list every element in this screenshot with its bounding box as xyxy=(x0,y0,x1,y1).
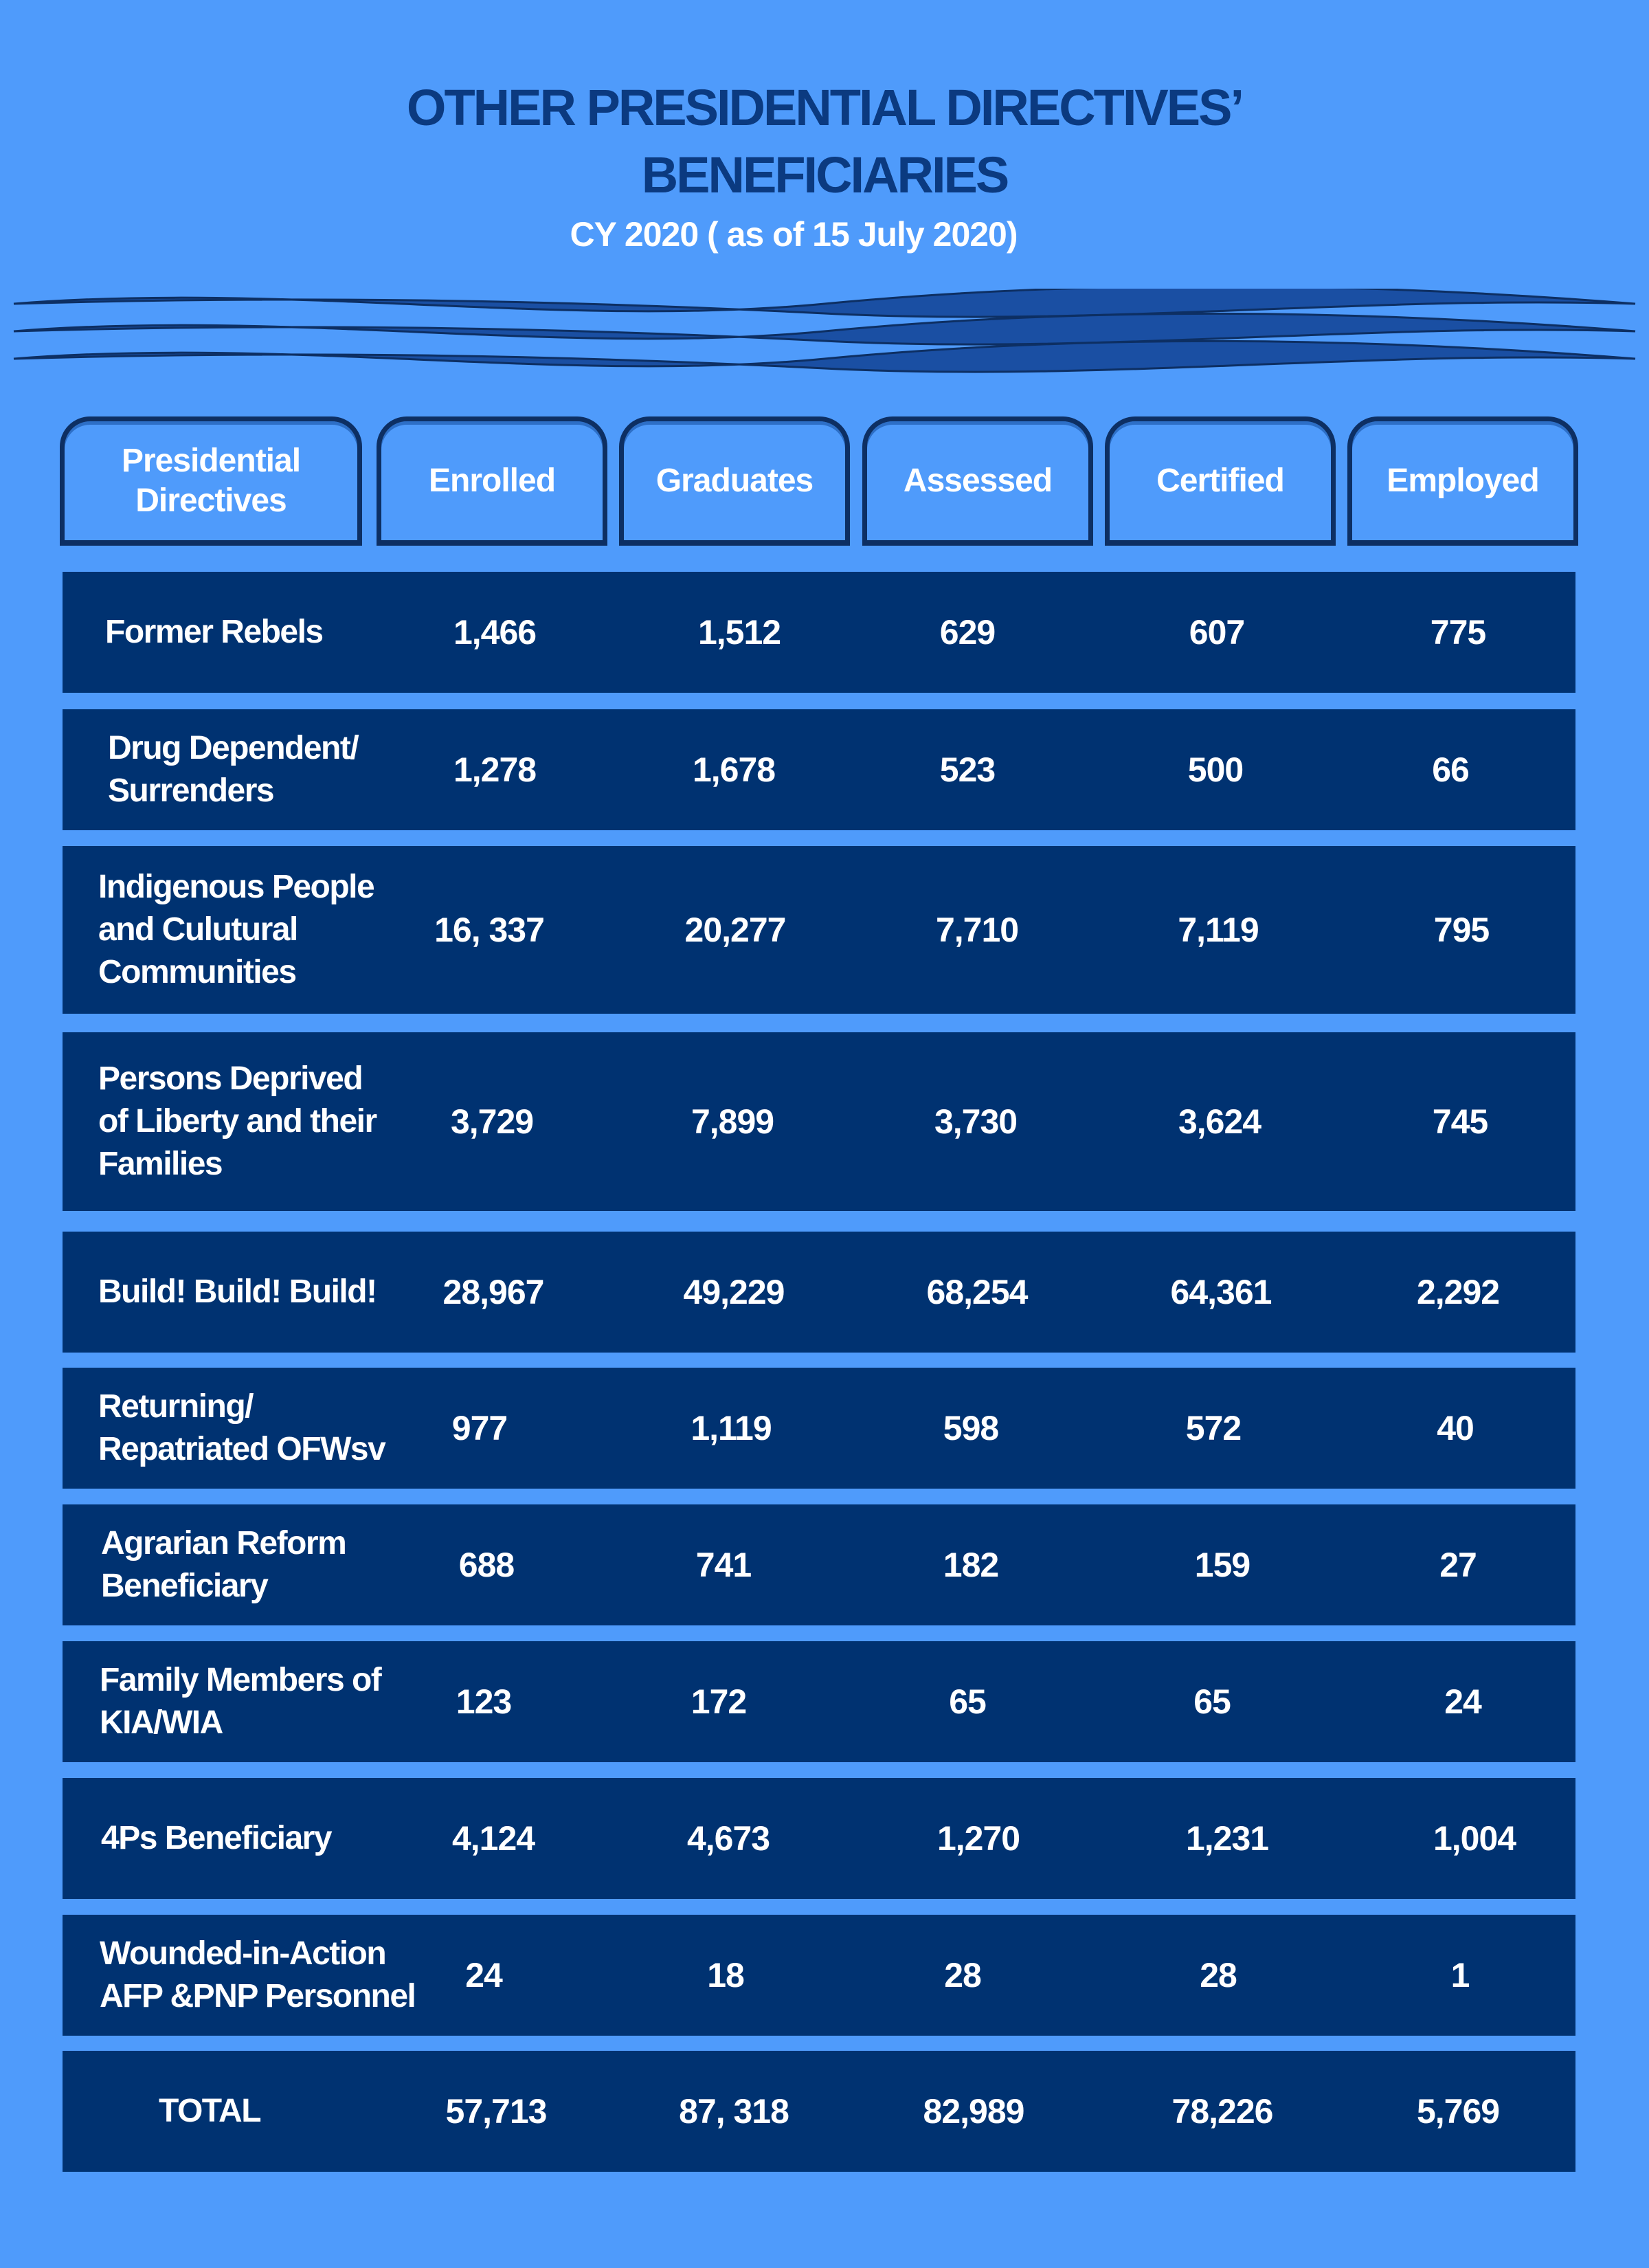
cell-graduates: 1,119 xyxy=(691,1409,772,1447)
total-graduates: 87, 318 xyxy=(679,2092,789,2131)
table-row xyxy=(63,1641,1575,1762)
cell-employed: 2,292 xyxy=(1416,1273,1500,1311)
table-row xyxy=(63,1232,1575,1353)
header-enrolled: Enrolled xyxy=(377,416,607,546)
cell-enrolled: 977 xyxy=(451,1409,508,1447)
title-line-1: OTHER PRESIDENTIAL DIRECTIVES’ xyxy=(406,79,1243,136)
cell-enrolled: 688 xyxy=(458,1546,515,1584)
cell-certified: 500 xyxy=(1187,751,1244,789)
cell-assessed: 182 xyxy=(943,1546,999,1584)
subtitle: CY 2020 ( as of 15 July 2020) xyxy=(570,215,1018,254)
cell-graduates: 7,899 xyxy=(691,1102,774,1141)
cell-certified: 572 xyxy=(1185,1409,1242,1447)
total-row xyxy=(63,2051,1575,2172)
cell-employed: 1,004 xyxy=(1433,1819,1516,1858)
cell-employed: 745 xyxy=(1432,1102,1488,1141)
row-label: Agrarian Reform Beneficiary xyxy=(101,1525,346,1604)
cell-enrolled: 3,729 xyxy=(450,1102,534,1141)
row-label: Indigenous People and Culutural Communities xyxy=(98,869,374,990)
cell-graduates: 49,229 xyxy=(683,1273,785,1311)
cell-assessed: 7,710 xyxy=(935,911,1019,949)
cell-assessed: 1,270 xyxy=(936,1819,1020,1858)
title-line-2: BENEFICIARIES xyxy=(641,146,1008,203)
cell-employed: 795 xyxy=(1433,911,1490,949)
cell-assessed: 523 xyxy=(939,751,996,789)
cell-employed: 775 xyxy=(1430,613,1486,652)
cell-certified: 3,624 xyxy=(1178,1102,1261,1141)
cell-graduates: 741 xyxy=(695,1546,752,1584)
total-certified: 78,226 xyxy=(1171,2092,1273,2131)
total-employed: 5,769 xyxy=(1416,2092,1500,2131)
cell-certified: 64,361 xyxy=(1170,1273,1272,1311)
cell-graduates: 20,277 xyxy=(684,911,786,949)
header-employed: Employed xyxy=(1347,416,1578,546)
page-title xyxy=(0,74,1649,209)
header-assessed: Assessed xyxy=(862,416,1093,546)
header-graduates: Graduates xyxy=(619,416,850,546)
cell-graduates: 172 xyxy=(691,1682,747,1721)
table-row xyxy=(63,709,1575,830)
row-label: Wounded-in-Action AFP &PNP Personnel xyxy=(100,1935,416,2014)
cell-employed: 24 xyxy=(1444,1682,1481,1721)
table-row xyxy=(63,846,1575,1014)
cell-enrolled: 4,124 xyxy=(451,1819,535,1858)
total-enrolled: 57,713 xyxy=(445,2092,547,2131)
cell-assessed: 3,730 xyxy=(934,1102,1018,1141)
cell-assessed: 598 xyxy=(943,1409,999,1447)
cell-employed: 40 xyxy=(1437,1409,1474,1447)
cell-certified: 28 xyxy=(1200,1956,1237,1994)
cell-graduates: 1,512 xyxy=(697,613,781,652)
cell-certified: 607 xyxy=(1189,613,1245,652)
cell-certified: 65 xyxy=(1193,1682,1231,1721)
cell-assessed: 629 xyxy=(939,613,996,652)
cell-enrolled: 1,466 xyxy=(453,613,537,652)
table-row xyxy=(63,1368,1575,1489)
row-label: 4Ps Beneficiary xyxy=(101,1820,332,1856)
cell-certified: 7,119 xyxy=(1178,911,1259,949)
table-row xyxy=(63,1504,1575,1625)
row-label: Build! Build! Build! xyxy=(98,1274,377,1310)
total-assessed: 82,989 xyxy=(923,2092,1024,2131)
row-label: Family Members of KIA/WIA xyxy=(100,1662,381,1741)
row-label: Drug Dependent/ Surrenders xyxy=(108,730,359,809)
total-label: TOTAL xyxy=(159,2093,261,2129)
row-label: Former Rebels xyxy=(105,614,323,650)
cell-enrolled: 28,967 xyxy=(442,1273,544,1311)
row-label: Persons Deprived of Liberty and their Families xyxy=(98,1060,377,1182)
table-row xyxy=(63,1915,1575,2036)
cell-assessed: 65 xyxy=(949,1682,986,1721)
header-presidential-directives: Presidential Directives xyxy=(60,416,362,546)
table-row xyxy=(63,1032,1575,1211)
row-label: Returning/ Repatriated OFWsv xyxy=(98,1388,385,1467)
cell-enrolled: 1,278 xyxy=(453,751,537,789)
table-row xyxy=(63,572,1575,693)
cell-graduates: 1,678 xyxy=(692,751,776,789)
cell-graduates: 4,673 xyxy=(686,1819,770,1858)
cell-certified: 1,231 xyxy=(1185,1819,1269,1858)
cell-employed: 66 xyxy=(1432,751,1469,789)
cell-assessed: 68,254 xyxy=(926,1273,1028,1311)
header-certified: Certified xyxy=(1105,416,1336,546)
cell-enrolled: 24 xyxy=(465,1956,502,1994)
table-row xyxy=(63,1778,1575,1899)
cell-graduates: 18 xyxy=(707,1956,744,1994)
cell-employed: 27 xyxy=(1439,1546,1477,1584)
cell-assessed: 28 xyxy=(944,1956,981,1994)
cell-certified: 159 xyxy=(1194,1546,1250,1584)
wave-divider xyxy=(0,289,1649,385)
cell-enrolled: 16, 337 xyxy=(434,911,544,949)
cell-employed: 1 xyxy=(1450,1956,1470,1994)
cell-enrolled: 123 xyxy=(456,1682,512,1721)
